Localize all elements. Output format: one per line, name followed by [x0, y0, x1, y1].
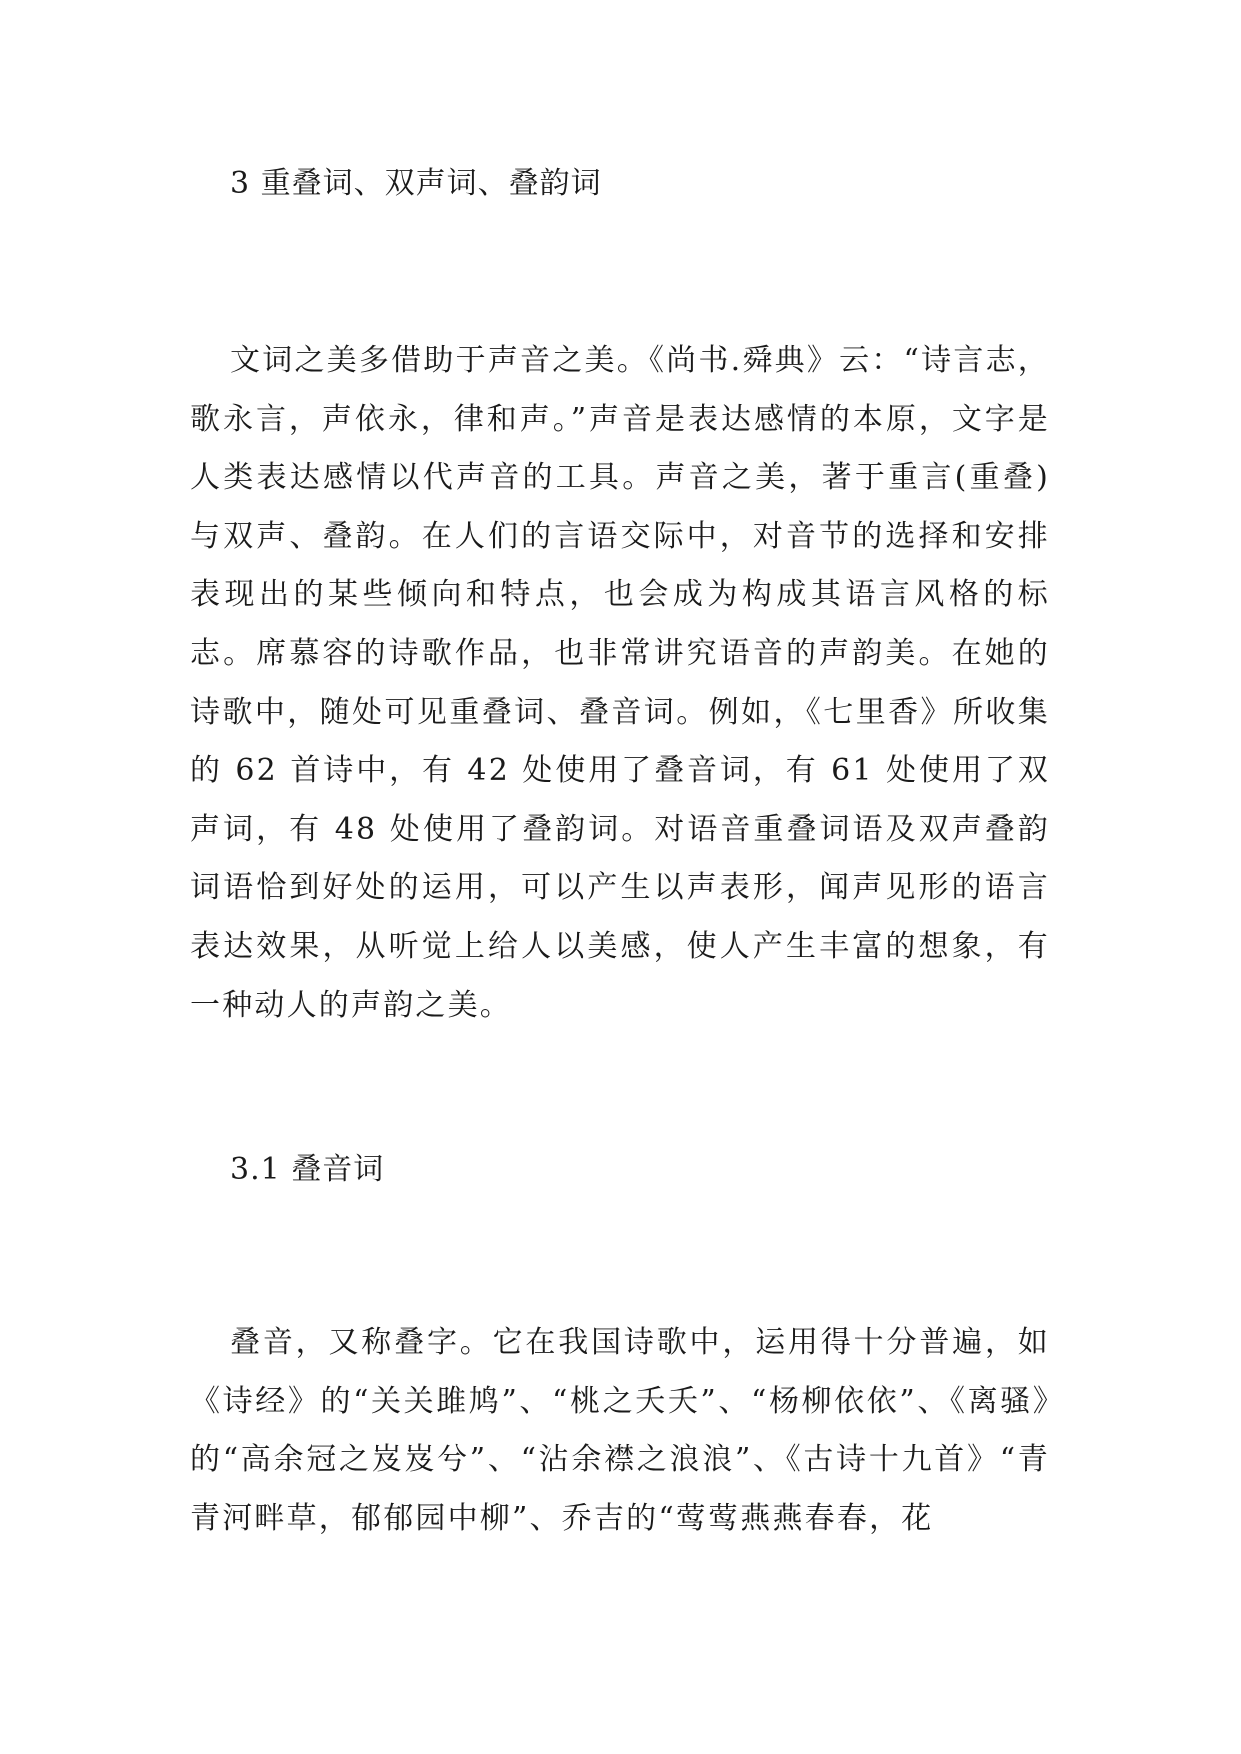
subsection-heading: 3.1 叠音词 [230, 1152, 385, 1187]
section-heading: 3 重叠词、双声词、叠韵词 [230, 166, 602, 201]
body-paragraph: 文词之美多借助于声音之美。《尚书.舜典》云：“诗言志，歌永言，声依永，律和声。”声音是表达感情的本原，文字是人类表达感情以代声音的工具。声音之美，著于重言(重叠)与双声、叠韵。在人们的言语交际中，对音节的选择和安排表现出的某些倾向和特点，也会成为构成其语言风格的标志。席慕容的诗歌作品，也非常讲究语音的声韵美。在她的诗歌中，随处可见重叠词、叠音词。例如，《七里香》所收集的 62 首诗中，有 42 处使用了叠音词，有 61 处使用了双声词，有 48 处使用了叠韵词。对语音重叠词语及双声叠韵词语恰到好处的运用，可以产生以声表形，闻声见形的语言表达效果，从听觉上给人以美感，使人产生丰富的想象，有一种动人的声韵之美。 [190, 343, 1050, 1023]
body-paragraph: 叠音，又称叠字。它在我国诗歌中，运用得十分普遍，如《诗经》的“关关雎鸠”、“桃之夭夭”、“杨柳依依”、《离骚》的“高余冠之岌岌兮”、“沾余襟之浪浪”、《古诗十九首》“青青河畔草，郁郁园中柳”、乔吉的“莺莺燕燕春春，花 [190, 1325, 1050, 1536]
